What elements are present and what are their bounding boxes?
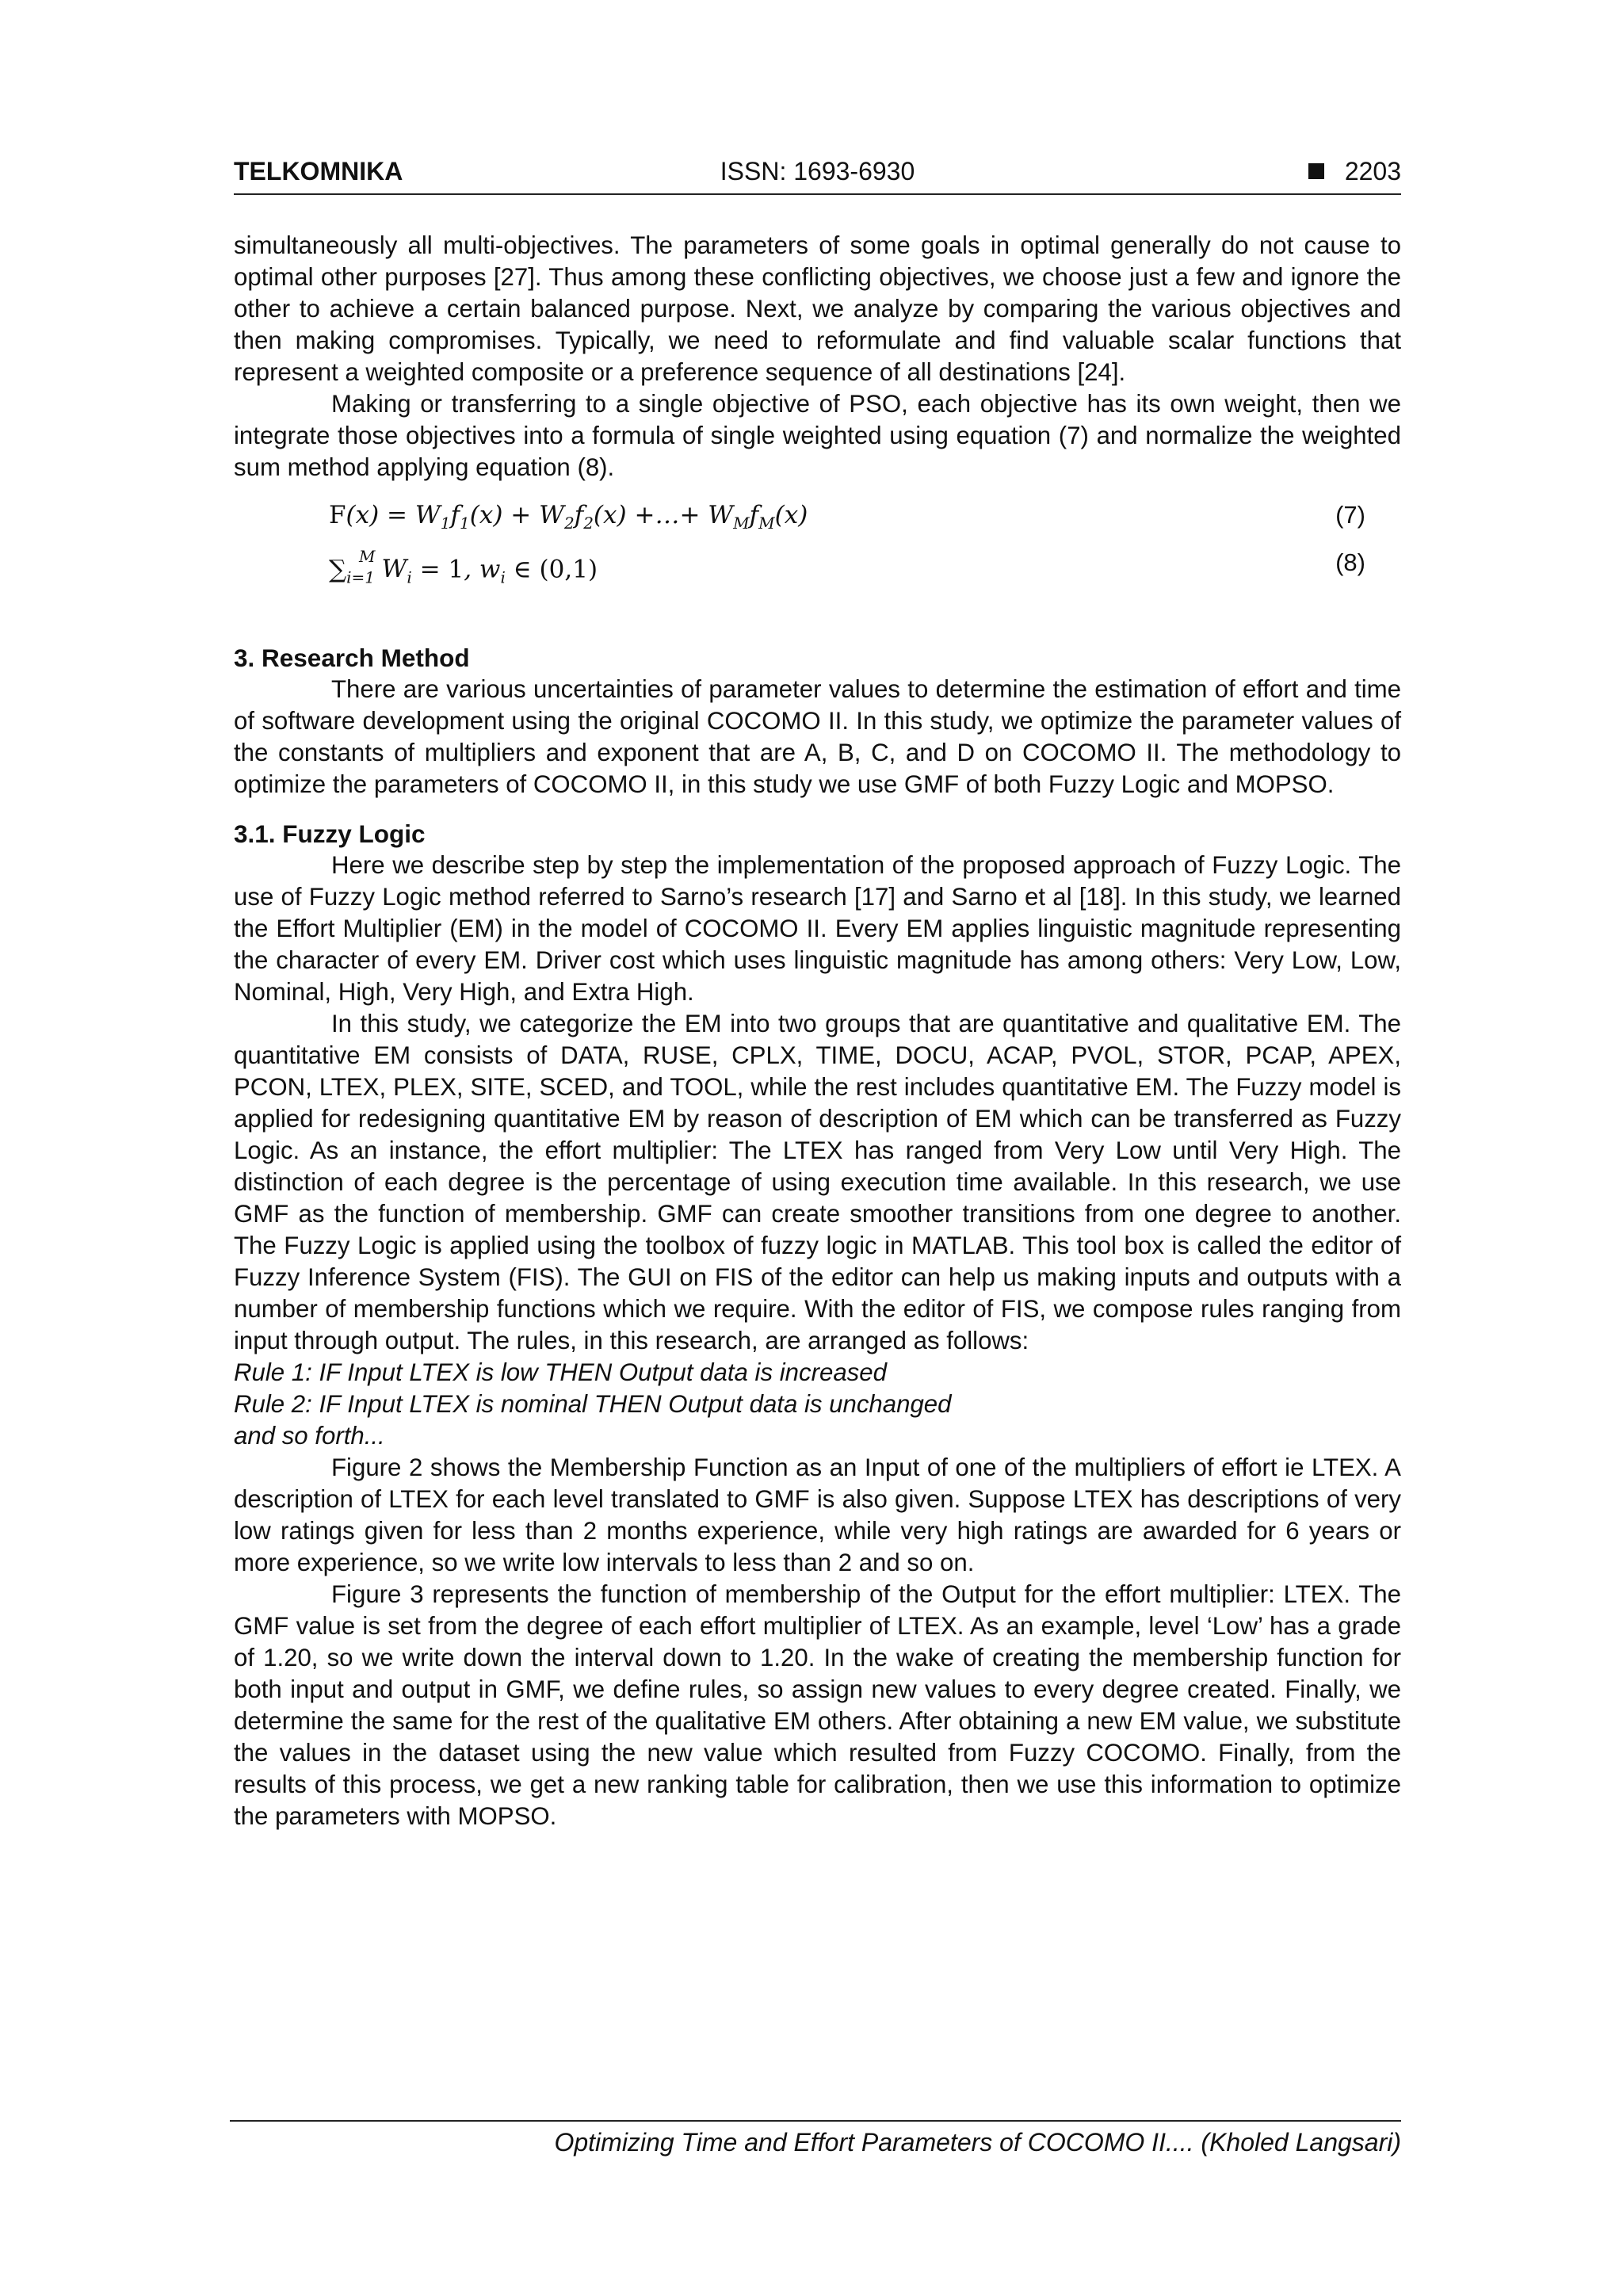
equation-7 xyxy=(329,483,1365,547)
page-header xyxy=(234,157,1401,195)
page-number-value: 2203 xyxy=(1344,157,1401,185)
paragraph: Figure 2 shows the Membership Function as an Input of one of the multipliers of effort ie LTEX. A description of LTEX for each level translated to GMF is also given. Suppose LTEX has descriptions of very low ratings given for less than 2 months experience, while very high ratings are awarded for 6 years or more experience, so we write low intervals to less than 2 and so on. xyxy=(234,1454,1401,1576)
equation-7-expression: $F(x) = W_1f_1(x) + W_2f_2(x)$ +…+ $W_Mf_M(x)$ xyxy=(329,501,808,533)
body-text xyxy=(234,230,1401,1832)
equation-8-expression: $\sum_{i=1}^M$ $W_i = 1$, $w_i$ ∈ (0,1) xyxy=(329,547,598,587)
paragraph: Figure 3 represents the function of membership of the Output for the effort multiplier: LTEX. The GMF value is set from the degree of each effort multiplier of LTEX. As an example, level ‘Low’ has a grade of 1.20, so we write down the interval down to 1.20. In the wake of creating the membership function for both input and output in GMF, we define rules, so assign new values to every degree created. Finally, we determine the same for the rest of the qualitative EM others. After obtaining a new EM value, we substitute the values in the dataset using the new value which resulted from Fuzzy COCOMO. Finally, from the results of this process, we get a new ranking table for calibration, then we use this information to optimize the parameters with MOPSO. xyxy=(234,1580,1401,1830)
square-bullet-icon xyxy=(1308,163,1324,179)
spacer xyxy=(234,601,1401,642)
subsection-heading: 3.1. Fuzzy Logic xyxy=(234,819,426,848)
section-heading: 3. Research Method xyxy=(234,644,470,672)
rule-line: Rule 2: IF Input LTEX is nominal THEN Output data is unchanged xyxy=(234,1390,952,1418)
paragraph: In this study, we categorize the EM into two groups that are quantitative and qualitative EM. The quantitative EM consists of DATA, RUSE, CPLX, TIME, DOCU, ACAP, PVOL, STOR, PCAP, APEX, PCON, LTEX, PLEX, SITE, SCED, and TOOL, while the rest includes quantitative EM. The Fuzzy model is applied for redesigning quantitative EM by reason of description of EM which can be transferred as Fuzzy Logic. As an instance, the effort multiplier: The LTEX has ranged from Very Low until Very High. The distinction of each degree is the percentage of using execution time available. In this research, we use GMF as the function of membership. GMF can create smoother transitions from one degree to another. The Fuzzy Logic is applied using the toolbox of fuzzy logic in MATLAB. This tool box is called the editor of Fuzzy Inference System (FIS). The GUI on FIS of the editor can help us making inputs and outputs with a number of membership functions which we require. With the editor of FIS, we compose rules ranging from input through output. The rules, in this research, are arranged as follows: xyxy=(234,1010,1401,1354)
page-footer: Optimizing Time and Effort Parameters of COCOMO II.... (Kholed Langsari) xyxy=(230,2120,1401,2157)
equation-8 xyxy=(329,547,1365,601)
paragraph: simultaneously all multi-objectives. The parameters of some goals in optimal generally do not cause to optimal other purposes [27]. Thus among these conflicting objectives, we choose just a few and ignore the other to achieve a certain balanced purpose. Next, we analyze by comparing the various objectives and then making compromises. Typically, we need to reformulate and find valuable scalar functions that represent a weighted composite or a preference sequence of all destinations [24]. xyxy=(234,231,1401,386)
equation-number: (8) xyxy=(1335,548,1365,576)
rule-line: Rule 1: IF Input LTEX is low THEN Output data is increased xyxy=(234,1358,887,1386)
paragraph: There are various uncertainties of parameter values to determine the estimation of effort and time of software development using the original COCOMO II. In this study, we optimize the parameter values of the constants of multipliers and exponent that are A, B, C, and D on COCOMO II. The methodology to optimize the parameters of COCOMO II, in this study we use GMF of both Fuzzy Logic and MOPSO. xyxy=(234,675,1401,798)
paragraph: Making or transferring to a single objective of PSO, each objective has its own weight, then we integrate those objectives into a formula of single weighted using equation (7) and normalize the weighted sum method applying equation (8). xyxy=(234,390,1401,481)
rule-line: and so forth... xyxy=(234,1422,385,1450)
equation-number: (7) xyxy=(1335,501,1365,529)
paragraph: Here we describe step by step the implementation of the proposed approach of Fuzzy Logic. The use of Fuzzy Logic method referred to Sarno’s research [17] and Sarno et al [18]. In this study, we learned the Effort Multiplier (EM) in the model of COCOMO II. Every EM applies linguistic magnitude representing the character of every EM. Driver cost which uses linguistic magnitude has among others: Very Low, Low, Nominal, High, Very High, and Extra High. xyxy=(234,851,1401,1006)
journal-name: TELKOMNIKA xyxy=(234,157,403,185)
issn: ISSN: 1693-6930 xyxy=(720,157,915,185)
spacer xyxy=(234,800,1401,818)
page-number xyxy=(1308,157,1401,186)
